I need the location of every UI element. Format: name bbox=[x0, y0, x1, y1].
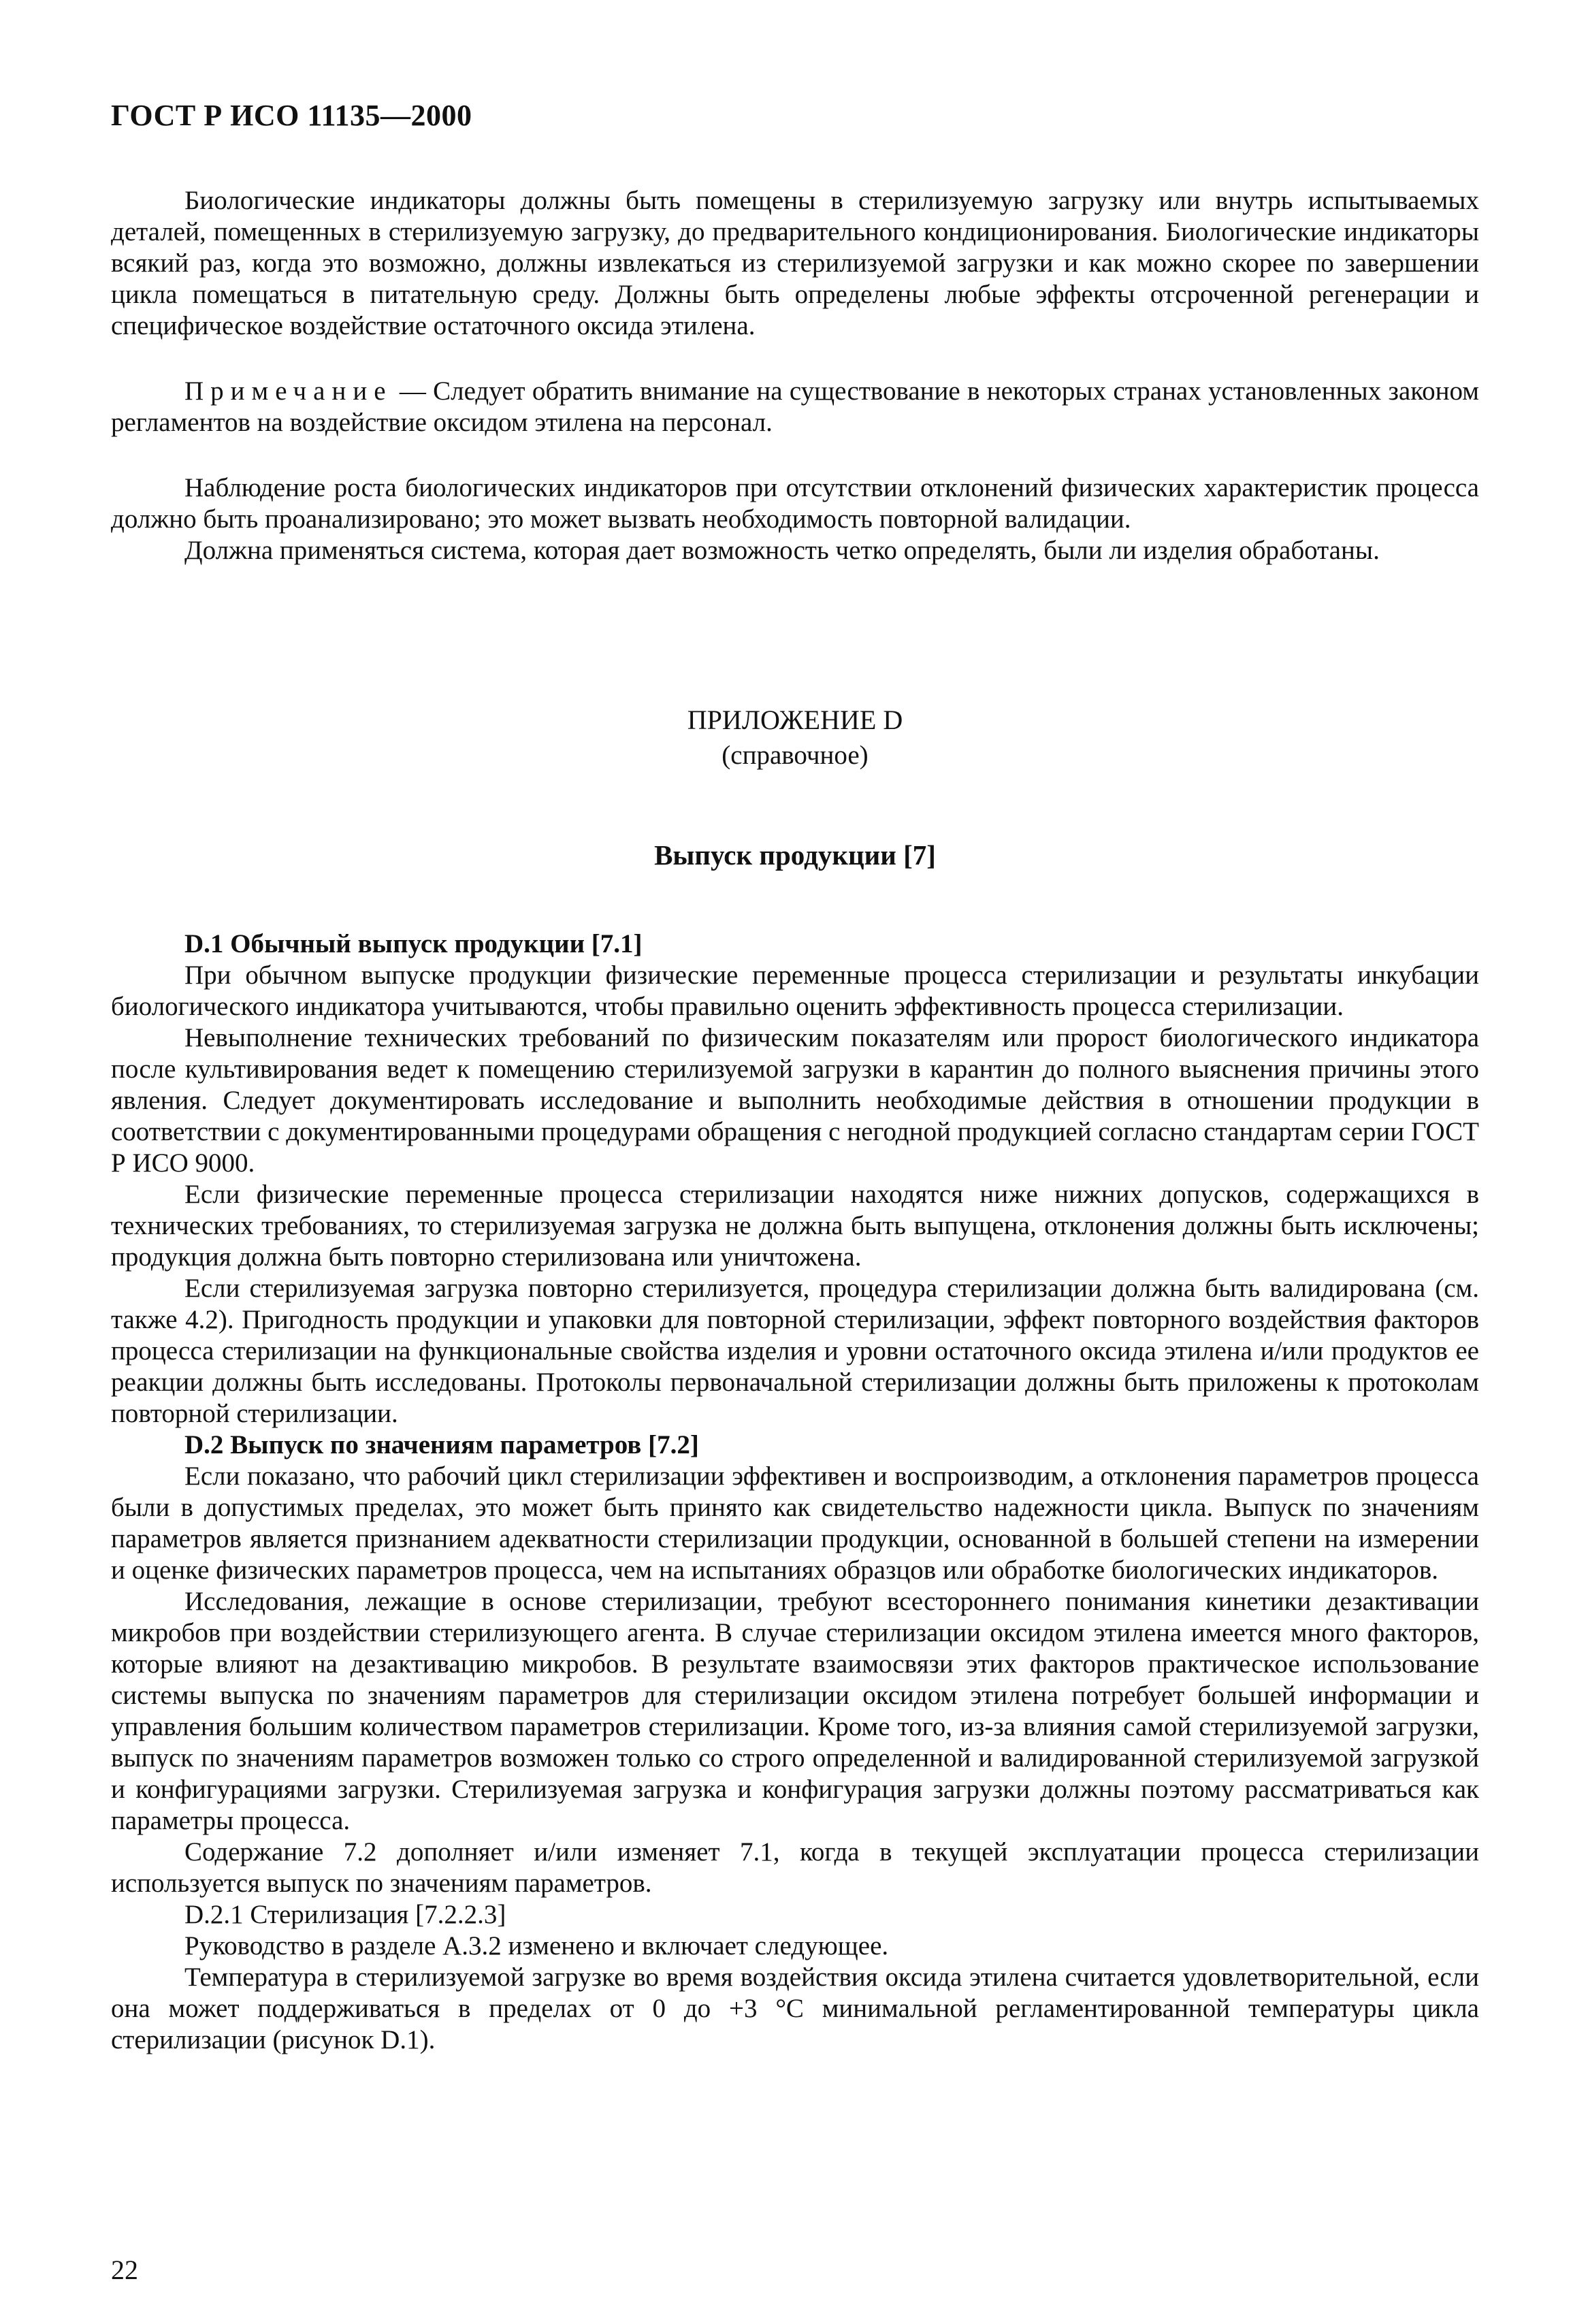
note-label: Примечание bbox=[184, 376, 393, 406]
section-d21-heading: D.2.1 Стерилизация [7.2.2.3] bbox=[184, 1900, 506, 1929]
document-page bbox=[111, 95, 1479, 2056]
section-d1-paragraph-1: При обычном выпуске продукции физические переменные процесса стерилизации и результаты инкубации биологического индикатора учитываются, чтобы правильно оценить эффективность процесса стерилизации. bbox=[111, 961, 1479, 1021]
annex-block bbox=[111, 703, 1479, 773]
intro-paragraph: Биологические индикаторы должны быть помещены в стерилизуемую загрузку или внутрь испытываемых деталей, помещенных в стерилизуемую загрузку, до предварительного кондиционирования. Биологические индикаторы всякий раз, когда это возможно, должны извлекаться из стерилизуемой загрузки и как можно скорее по завершении цикла помещаться в питательную среду. Должны быть определены любые эффекты отсроченной регенерации и специфическое воздействие остаточного оксида этилена. bbox=[111, 186, 1479, 340]
annex-heading: Выпуск продукции [7] bbox=[654, 839, 936, 871]
section-d2-paragraph-2: Исследования, лежащие в основе стерилизации, требуют всестороннего понимания кинетики дезактивации микробов при воздействии стерилизующего агента. В случае стерилизации оксидом этилена имеется много факторов, которые влияют на дезактивацию микробов. В результате взаимосвязи этих факторов практическое использование системы выпуска по значениям параметров для стерилизации оксидом этилена потребует большей информации и управления большим количеством параметров стерилизации. Кроме того, из-за влияния самой стерилизуемой загрузки, выпуск по значениям параметров возможен только со строго определенной и валидированной стерилизуемой загрузкой и конфигурациями загрузки. Стерилизуемая загрузка и конфигурация загрузки должны поэтому рассматриваться как параметры процесса. bbox=[111, 1587, 1479, 1835]
section-d21-paragraph-2: Температура в стерилизуемой загрузке во время воздействия оксида этилена считается удовлетворительной, если она может поддерживаться в пределах от 0 до +3 °С минимальной регламентированной температуры цикла стерилизации (рисунок D.1). bbox=[111, 1963, 1479, 2054]
document-header: ГОСТ Р ИСО 11135—2000 bbox=[111, 99, 472, 132]
section-d2-paragraph-3: Содержание 7.2 дополняет и/или изменяет 7.1, когда в текущей эксплуатации процесса стерилизации используется выпуск по значениям параметров. bbox=[111, 1837, 1479, 1898]
annex-subtitle: (справочное) bbox=[722, 741, 869, 770]
section-d2-paragraph-1: Если показано, что рабочий цикл стерилизации эффективен и воспроизводим, а отклонения параметров процесса были в допустимых пределах, это может быть принято как свидетельство надежности цикла. Выпуск по значениям параметров является признанием адекватности стерилизации продукции, основанной в большей степени на измерении и оценке физических параметров процесса, чем на испытаниях образцов или обработке биологических индикаторов. bbox=[111, 1462, 1479, 1585]
section-d2-heading: D.2 Выпуск по значениям параметров [7.2] bbox=[184, 1430, 699, 1459]
section-d1-heading: D.1 Обычный выпуск продукции [7.1] bbox=[184, 929, 643, 958]
note-text: — Следует обратить внимание на существование в некоторых странах установленных законом регламентов на воздействие оксидом этилена на персонал. bbox=[111, 376, 1479, 437]
section-d21-paragraph-1: Руководство в разделе А.3.2 изменено и включает следующее. bbox=[184, 1931, 889, 1960]
annex-title: ПРИЛОЖЕНИЕ D bbox=[687, 705, 903, 735]
section-d1-paragraph-3: Если физические переменные процесса стерилизации находятся ниже нижних допусков, содержащихся в технических требованиях, то стерилизуемая загрузка не должна быть выпущена, отклонения должны быть исключены; продукция должна быть повторно стерилизована или уничтожена. bbox=[111, 1180, 1479, 1272]
section-d1-paragraph-4: Если стерилизуемая загрузка повторно стерилизуется, процедура стерилизации должна быть валидирована (см. также 4.2). Пригодность продукции и упаковки для повторной стерилизации, эффект повторного воздействия факторов процесса стерилизации на функциональные свойства изделия и уровни остаточного оксида этилена и/или продуктов ее реакции должны быть исследованы. Протоколы первоначальной стерилизации должны быть приложены к протоколам повторной стерилизации. bbox=[111, 1274, 1479, 1428]
page-number: 22 bbox=[111, 2255, 138, 2285]
growth-paragraph: Наблюдение роста биологических индикаторов при отсутствии отклонений физических характеристик процесса должно быть проанализировано; это может вызвать необходимость повторной валидации. bbox=[111, 473, 1479, 534]
system-paragraph: Должна применяться система, которая дает возможность четко определять, были ли изделия обработаны. bbox=[184, 536, 1380, 565]
note-paragraph bbox=[111, 376, 1479, 438]
section-d1-paragraph-2: Невыполнение технических требований по физическим показателям или пророст биологического индикатора после культивирования ведет к помещению стерилизуемой загрузки в карантин до полного выяснения причины этого явления. Следует документировать исследование и выполнить необходимые действия в отношении продукции в соответствии с документированными процедурами обращения с негодной продукцией согласно стандартам серии ГОСТ Р ИСО 9000. bbox=[111, 1023, 1479, 1178]
